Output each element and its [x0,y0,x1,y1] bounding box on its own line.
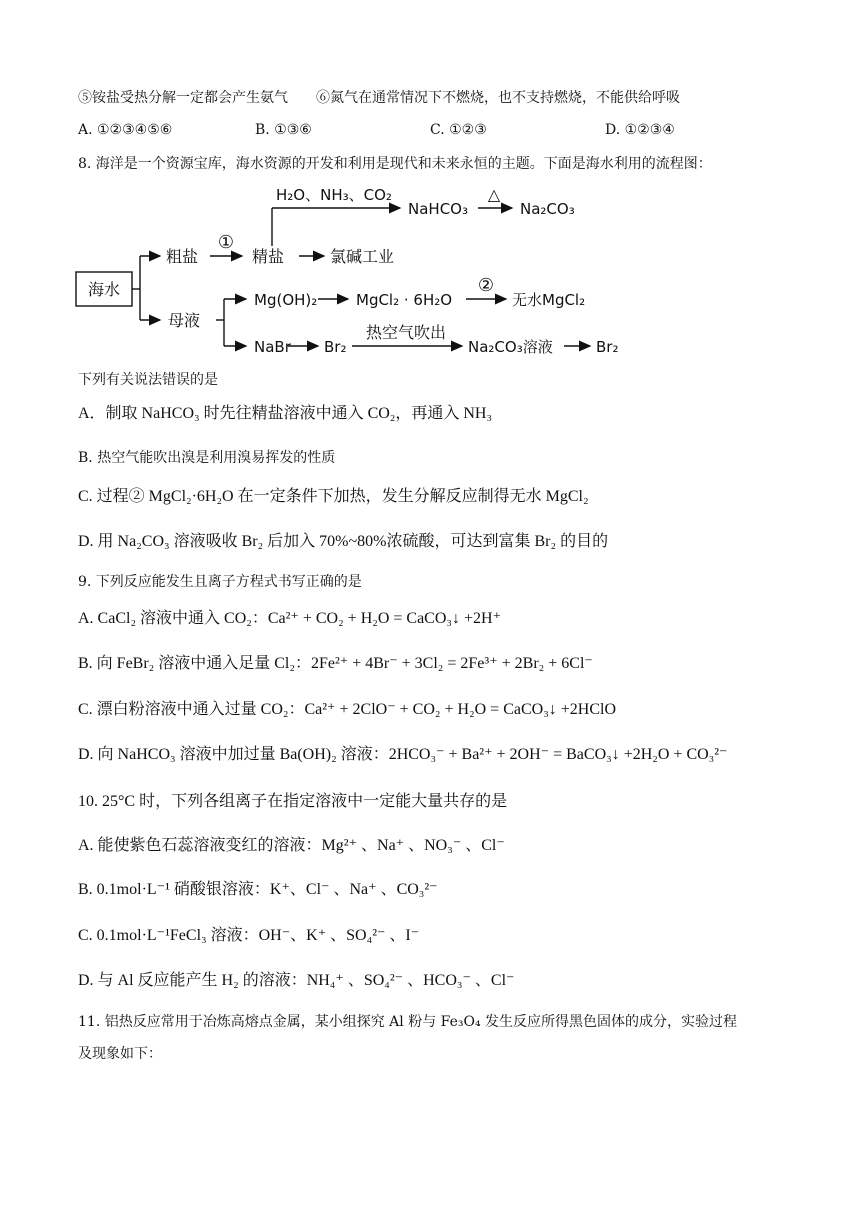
seawater-flowchart [72,180,632,360]
q9-option-a: A. CaCl₂ 溶液中通入 CO₂：Ca²⁺ + CO₂ + H₂O = CaCO₃↓ +2H⁺ [78,610,502,627]
q10-option-c: C. 0.1mol·L⁻¹FeCl₃ 溶液：OH⁻、K⁺ 、SO₄²⁻ 、I⁻ [78,927,420,944]
q8-option-b: B. 热空气能吹出溴是利用溴易挥发的性质 [78,450,336,466]
node-na2co3: Na₂CO₃ [520,200,575,218]
label-heat: △ [487,185,501,204]
q9-stem: 9. 下列反应能发生且离子方程式书写正确的是 [78,574,362,590]
node-mother-liquor: 母液 [168,311,201,330]
label-reagents: H₂O、NH₃、CO₂ [276,186,392,204]
label-hot-air: 热空气吹出 [365,323,447,342]
node-chlor-alkali: 氯碱工业 [330,247,395,266]
q8-stem: 8. 海洋是一个资源宝库，海水资源的开发和利用是现代和未来永恒的主题。下面是海水利用的流程图： [78,156,712,172]
node-nahco3: NaHCO₃ [408,200,468,218]
q9-option-d: D. 向 NaHCO₃ 溶液中加过量 Ba(OH)₂ 溶液：2HCO₃⁻ + Ba²⁺ + 2OH⁻ = BaCO₃↓ +2H₂O + CO₃²⁻ [78,746,728,763]
node-br2-b: Br₂ [596,338,619,356]
q10-option-b: B. 0.1mol·L⁻¹ 硝酸银溶液：K⁺、Cl⁻ 、Na⁺ 、CO₃²⁻ [78,881,438,898]
q9-option-c: C. 漂白粉溶液中通入过量 CO₂：Ca²⁺ + 2ClO⁻ + CO₂ + H₂O = CaCO₃↓ +2HClO [78,701,617,718]
q9-option-b: B. 向 FeBr₂ 溶液中通入足量 Cl₂：2Fe²⁺ + 4Br⁻ + 3Cl₂ = 2Fe³⁺ + 2Br₂ + 6Cl⁻ [78,655,593,672]
node-mgcl2-6h2o: MgCl₂ · 6H₂O [356,291,453,309]
node-mgoh2: Mg(OH)₂ [254,291,318,309]
q8-option-a: A．制取 NaHCO₃ 时先往精盐溶液中通入 CO₂，再通入 NH₃ [78,405,493,422]
node-seawater: 海水 [87,280,121,299]
node-nabr: NaBr [254,338,291,356]
q7-items: ⑤铵盐受热分解一定都会产生氨气 ⑥氮气在通常情况下不燃烧，也不支持燃烧，不能供给呼吸 [78,90,680,106]
q7-option-a: A. ①②③④⑤⑥ [78,122,173,138]
label-step2: ② [477,275,495,296]
q8-option-c: C. 过程② MgCl₂·6H₂O 在一定条件下加热，发生分解反应制得无水 MgCl₂ [78,488,589,505]
q8-question: 下列有关说法错误的是 [78,372,218,388]
q10-stem: 10. 25°C 时，下列各组离子在指定溶液中一定能大量共存的是 [78,793,508,810]
q8-option-d: D. 用 Na₂CO₃ 溶液吸收 Br₂ 后加入 70%~80%浓硫酸，可达到富集 Br₂ 的目的 [78,533,609,550]
node-crude-salt: 粗盐 [166,247,199,266]
label-step1: ① [217,232,235,253]
node-refined-salt: 精盐 [252,247,285,266]
q11-stem-line1: 11. 铝热反应常用于冶炼高熔点金属，某小组探究 Al 粉与 Fe₃O₄ 发生反应所得黑色固体的成分，实验过程 [78,1014,738,1030]
q10-option-a: A. 能使紫色石蕊溶液变红的溶液：Mg²⁺ 、Na⁺ 、NO₃⁻ 、Cl⁻ [78,837,505,854]
q7-option-b: B. ①③⑥ [255,122,312,138]
q7-option-d: D. ①②③④ [605,122,675,138]
q7-option-c: C. ①②③ [430,122,487,138]
node-na2co3-solution: Na₂CO₃溶液 [468,338,553,356]
q10-option-d: D. 与 Al 反应能产生 H₂ 的溶液：NH₄⁺ 、SO₄²⁻ 、HCO₃⁻ 、Cl⁻ [78,972,515,989]
node-br2-a: Br₂ [324,338,347,356]
node-anhydrous-mgcl2: 无水MgCl₂ [512,291,586,309]
q11-stem-line2: 及现象如下： [78,1046,162,1062]
